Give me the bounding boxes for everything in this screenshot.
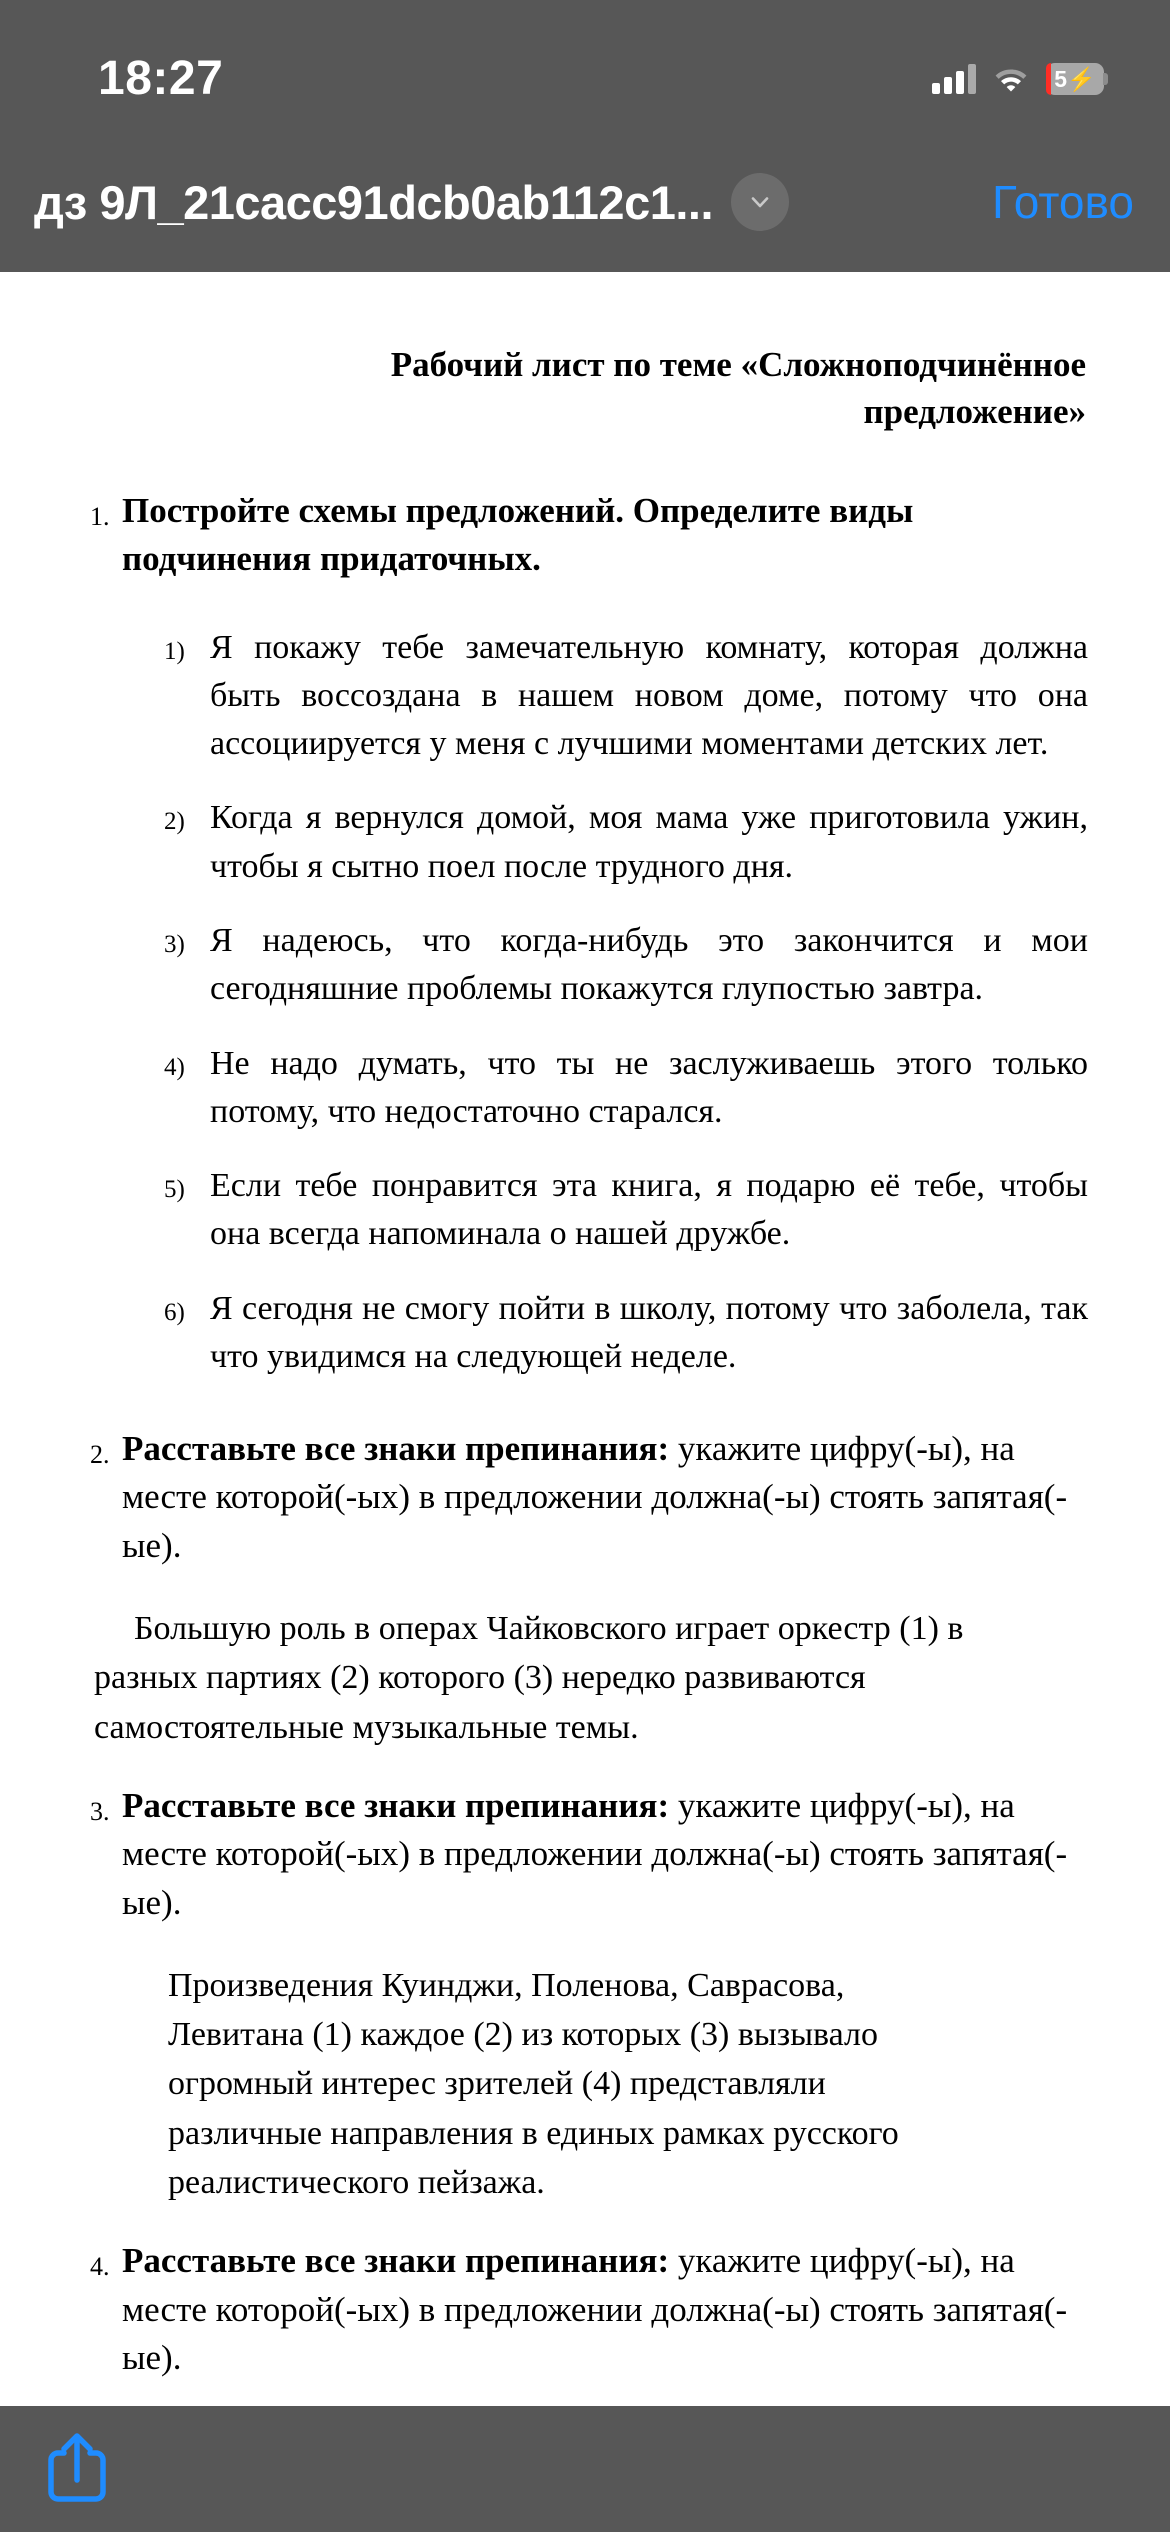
sentence-text: Я надеюсь, что когда-нибудь это закончится и мои сегодняшние проблемы покажутся глупостью завтра. [210, 922, 1088, 1008]
sentence-number: 1) [164, 637, 185, 665]
spacer [72, 1752, 1098, 1782]
worksheet-heading: Рабочий лист по теме «Сложноподчинённое предложение» [390, 345, 1086, 431]
wifi-icon [992, 64, 1030, 94]
task-text [122, 2237, 1094, 2382]
battery-icon [1046, 63, 1108, 95]
list-item [164, 1040, 1088, 1137]
sentence-number: 5) [164, 1176, 185, 1204]
status-bar-clock: 18:27 [98, 52, 224, 105]
navigation-bar [0, 132, 1170, 272]
task-text [122, 487, 1094, 584]
list-item [164, 794, 1088, 891]
sentence-text: Если тебе понравится эта книга, я подарю её тебе, чтобы она всегда напоминала о нашей дружбе. [210, 1167, 1088, 1253]
spacer [72, 1381, 1098, 1425]
document-scroll-area[interactable] [0, 272, 1170, 2406]
task-text [122, 1782, 1094, 1927]
task-number: 3. [90, 1796, 110, 1826]
task-number: 1. [90, 502, 110, 532]
task-3-paragraph: Произведения Куинджи, Поленова, Саврасова, Левитана (1) каждое (2) из которых (3) вызывало огромный интерес зрителей (4) представляли различные направления в единых рамках русского реалистического пейзажа. [168, 1966, 899, 2201]
sentence-number: 3) [164, 931, 185, 959]
task-2-paragraph: Большую роль в операх Чайковского играет оркестр (1) в разных партиях (2) которого (3) нередко развиваются самостоятельные музыкальные темы. [94, 1610, 964, 1746]
bottom-toolbar [0, 2406, 1170, 2532]
task-text [122, 1425, 1094, 1570]
battery-level-label: 5 [1054, 65, 1068, 92]
sentence-number: 6) [164, 1298, 185, 1326]
status-bar-indicators [932, 63, 1108, 95]
spacer [72, 2207, 1098, 2237]
done-button[interactable]: Готово [991, 176, 1134, 228]
task-item-2 [90, 1425, 1094, 1570]
task-rest-text: укажите цифру(-ы), на месте которой(-ых) в предложении должна(-ы) стоять запятая(-ые). [122, 1785, 1068, 1922]
sentence-text: Когда я вернулся домой, моя мама уже приготовила ужин, чтобы я сытно поел после трудного дня. [210, 799, 1088, 885]
list-item [164, 1162, 1088, 1259]
task-item-1 [90, 487, 1094, 584]
task-bold-text: Постройте схемы предложений. Определите виды подчинения придаточных. [122, 491, 914, 579]
document-title: дз 9Л_21cacc91dcb0ab112c1... [34, 175, 714, 229]
battery-charging-icon: ⚡ [1067, 65, 1096, 92]
task-bold-text: Расставьте все знаки препинания: [122, 2241, 670, 2281]
task-bold-text: Расставьте все знаки препинания: [122, 1429, 670, 1469]
sentence-text: Не надо думать, что ты не заслуживаешь этого только потому, что недостаточно старался. [210, 1044, 1088, 1130]
status-bar [0, 0, 1170, 132]
sentence-list [164, 624, 1088, 1381]
task-rest-text: укажите цифру(-ы), на месте которой(-ых) в предложении должна(-ы) стоять запятая(-ые). [122, 2241, 1068, 2377]
sentence-number: 2) [164, 808, 185, 836]
list-item [164, 917, 1088, 1014]
share-icon [42, 2428, 112, 2506]
document-page [0, 272, 1170, 2465]
sentence-text: Я сегодня не смогу пойти в школу, потому что заболела, так что увидимся на следующей неделе. [210, 1289, 1088, 1375]
task-number: 2. [90, 1440, 110, 1470]
task-number: 4. [90, 2252, 110, 2282]
task-rest-text: укажите цифру(-ы), на месте которой(-ых) в предложении должна(-ы) стоять запятая(-ые). [122, 1429, 1068, 1565]
expand-details-button[interactable] [731, 173, 789, 231]
list-item [164, 624, 1088, 769]
task-item-3 [90, 1782, 1094, 1927]
task-item-4 [90, 2237, 1094, 2382]
task-bold-text: Расставьте все знаки препинания: [122, 1785, 670, 1825]
share-button[interactable] [42, 2428, 112, 2506]
sentence-text: Я покажу тебе замечательную комнату, которая должна быть воссоздана в нашем новом доме, потому что она ассоциируется у меня с лучшими моментами детских лет. [210, 628, 1088, 763]
cellular-signal-icon [932, 64, 976, 94]
chevron-down-icon [748, 190, 772, 214]
list-item [164, 1285, 1088, 1382]
sentence-number: 4) [164, 1053, 185, 1081]
